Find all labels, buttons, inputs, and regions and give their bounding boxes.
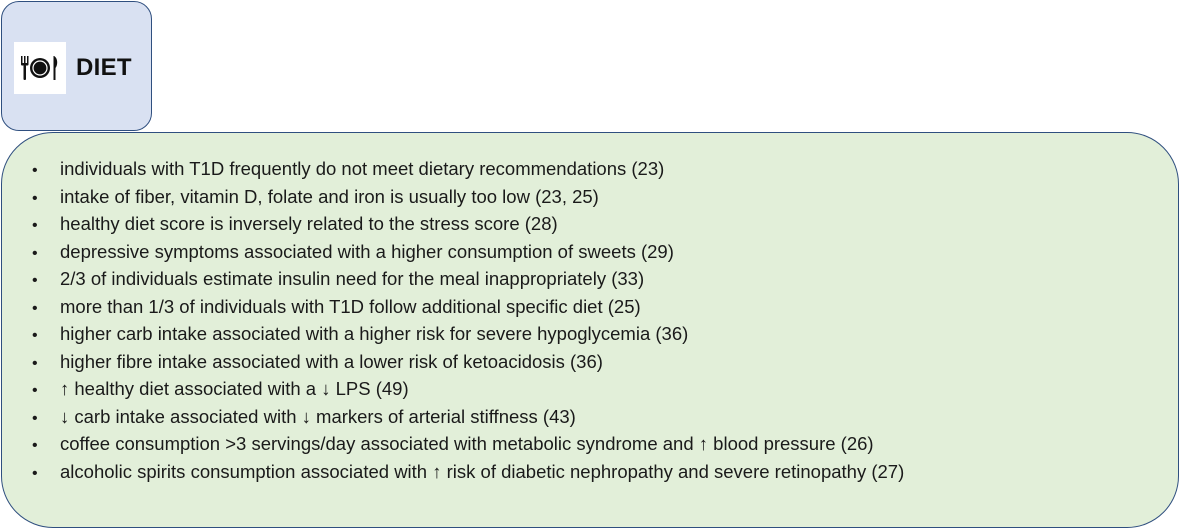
finding-item [32, 296, 904, 324]
finding-item [32, 433, 904, 461]
bullet-marker: • [32, 382, 38, 399]
bullet-marker: • [32, 409, 38, 427]
finding-item [32, 406, 904, 434]
bullet-marker: • [32, 437, 38, 454]
plate-cutlery-icon [14, 42, 66, 94]
bullet-marker: • [32, 162, 38, 179]
finding-text: ↑ healthy diet associated with a ↓ LPS (49) [60, 378, 409, 399]
findings-list [32, 158, 904, 488]
finding-text: alcoholic spirits consumption associated with ↑ risk of diabetic nephropathy and severe retinopathy (27) [60, 460, 905, 482]
finding-text: 2/3 of individuals estimate insulin need for the meal inappropriately (33) [60, 268, 645, 289]
finding-item [32, 378, 904, 406]
bullet-marker: • [32, 272, 38, 289]
finding-item [32, 351, 904, 379]
finding-text: ↓ carb intake associated with ↓ markers of arterial stiffness (43) [60, 405, 576, 427]
finding-item [32, 323, 904, 351]
bullet-marker: • [32, 354, 38, 372]
finding-text: individuals with T1D frequently do not meet dietary recommendations (23) [60, 158, 665, 179]
bullet-marker: • [32, 299, 38, 317]
bullet-marker: • [32, 464, 38, 482]
finding-item [32, 158, 904, 186]
finding-item [32, 268, 904, 296]
bullet-marker: • [32, 327, 38, 344]
finding-text: higher carb intake associated with a higher risk for severe hypoglycemia (36) [60, 323, 689, 344]
finding-item [32, 186, 904, 214]
finding-text: coffee consumption >3 servings/day associated with metabolic syndrome and ↑ blood pressure (26) [60, 433, 874, 454]
diet-title: DIET [76, 54, 132, 81]
bullet-marker: • [32, 189, 38, 207]
finding-text: higher fibre intake associated with a lower risk of ketoacidosis (36) [60, 350, 603, 372]
finding-text: depressive symptoms associated with a higher consumption of sweets (29) [60, 240, 674, 262]
finding-text: more than 1/3 of individuals with T1D follow additional specific diet (25) [60, 295, 641, 317]
bullet-marker: • [32, 217, 38, 234]
diet-header [14, 42, 132, 94]
finding-item [32, 461, 904, 489]
finding-text: healthy diet score is inversely related to the stress score (28) [60, 213, 558, 234]
finding-item [32, 241, 904, 269]
finding-item [32, 213, 904, 241]
diet-findings-panel [1, 132, 1179, 528]
finding-text: intake of fiber, vitamin D, folate and iron is usually too low (23, 25) [60, 185, 599, 207]
diet-header-tab [1, 1, 152, 131]
bullet-marker: • [32, 244, 38, 262]
